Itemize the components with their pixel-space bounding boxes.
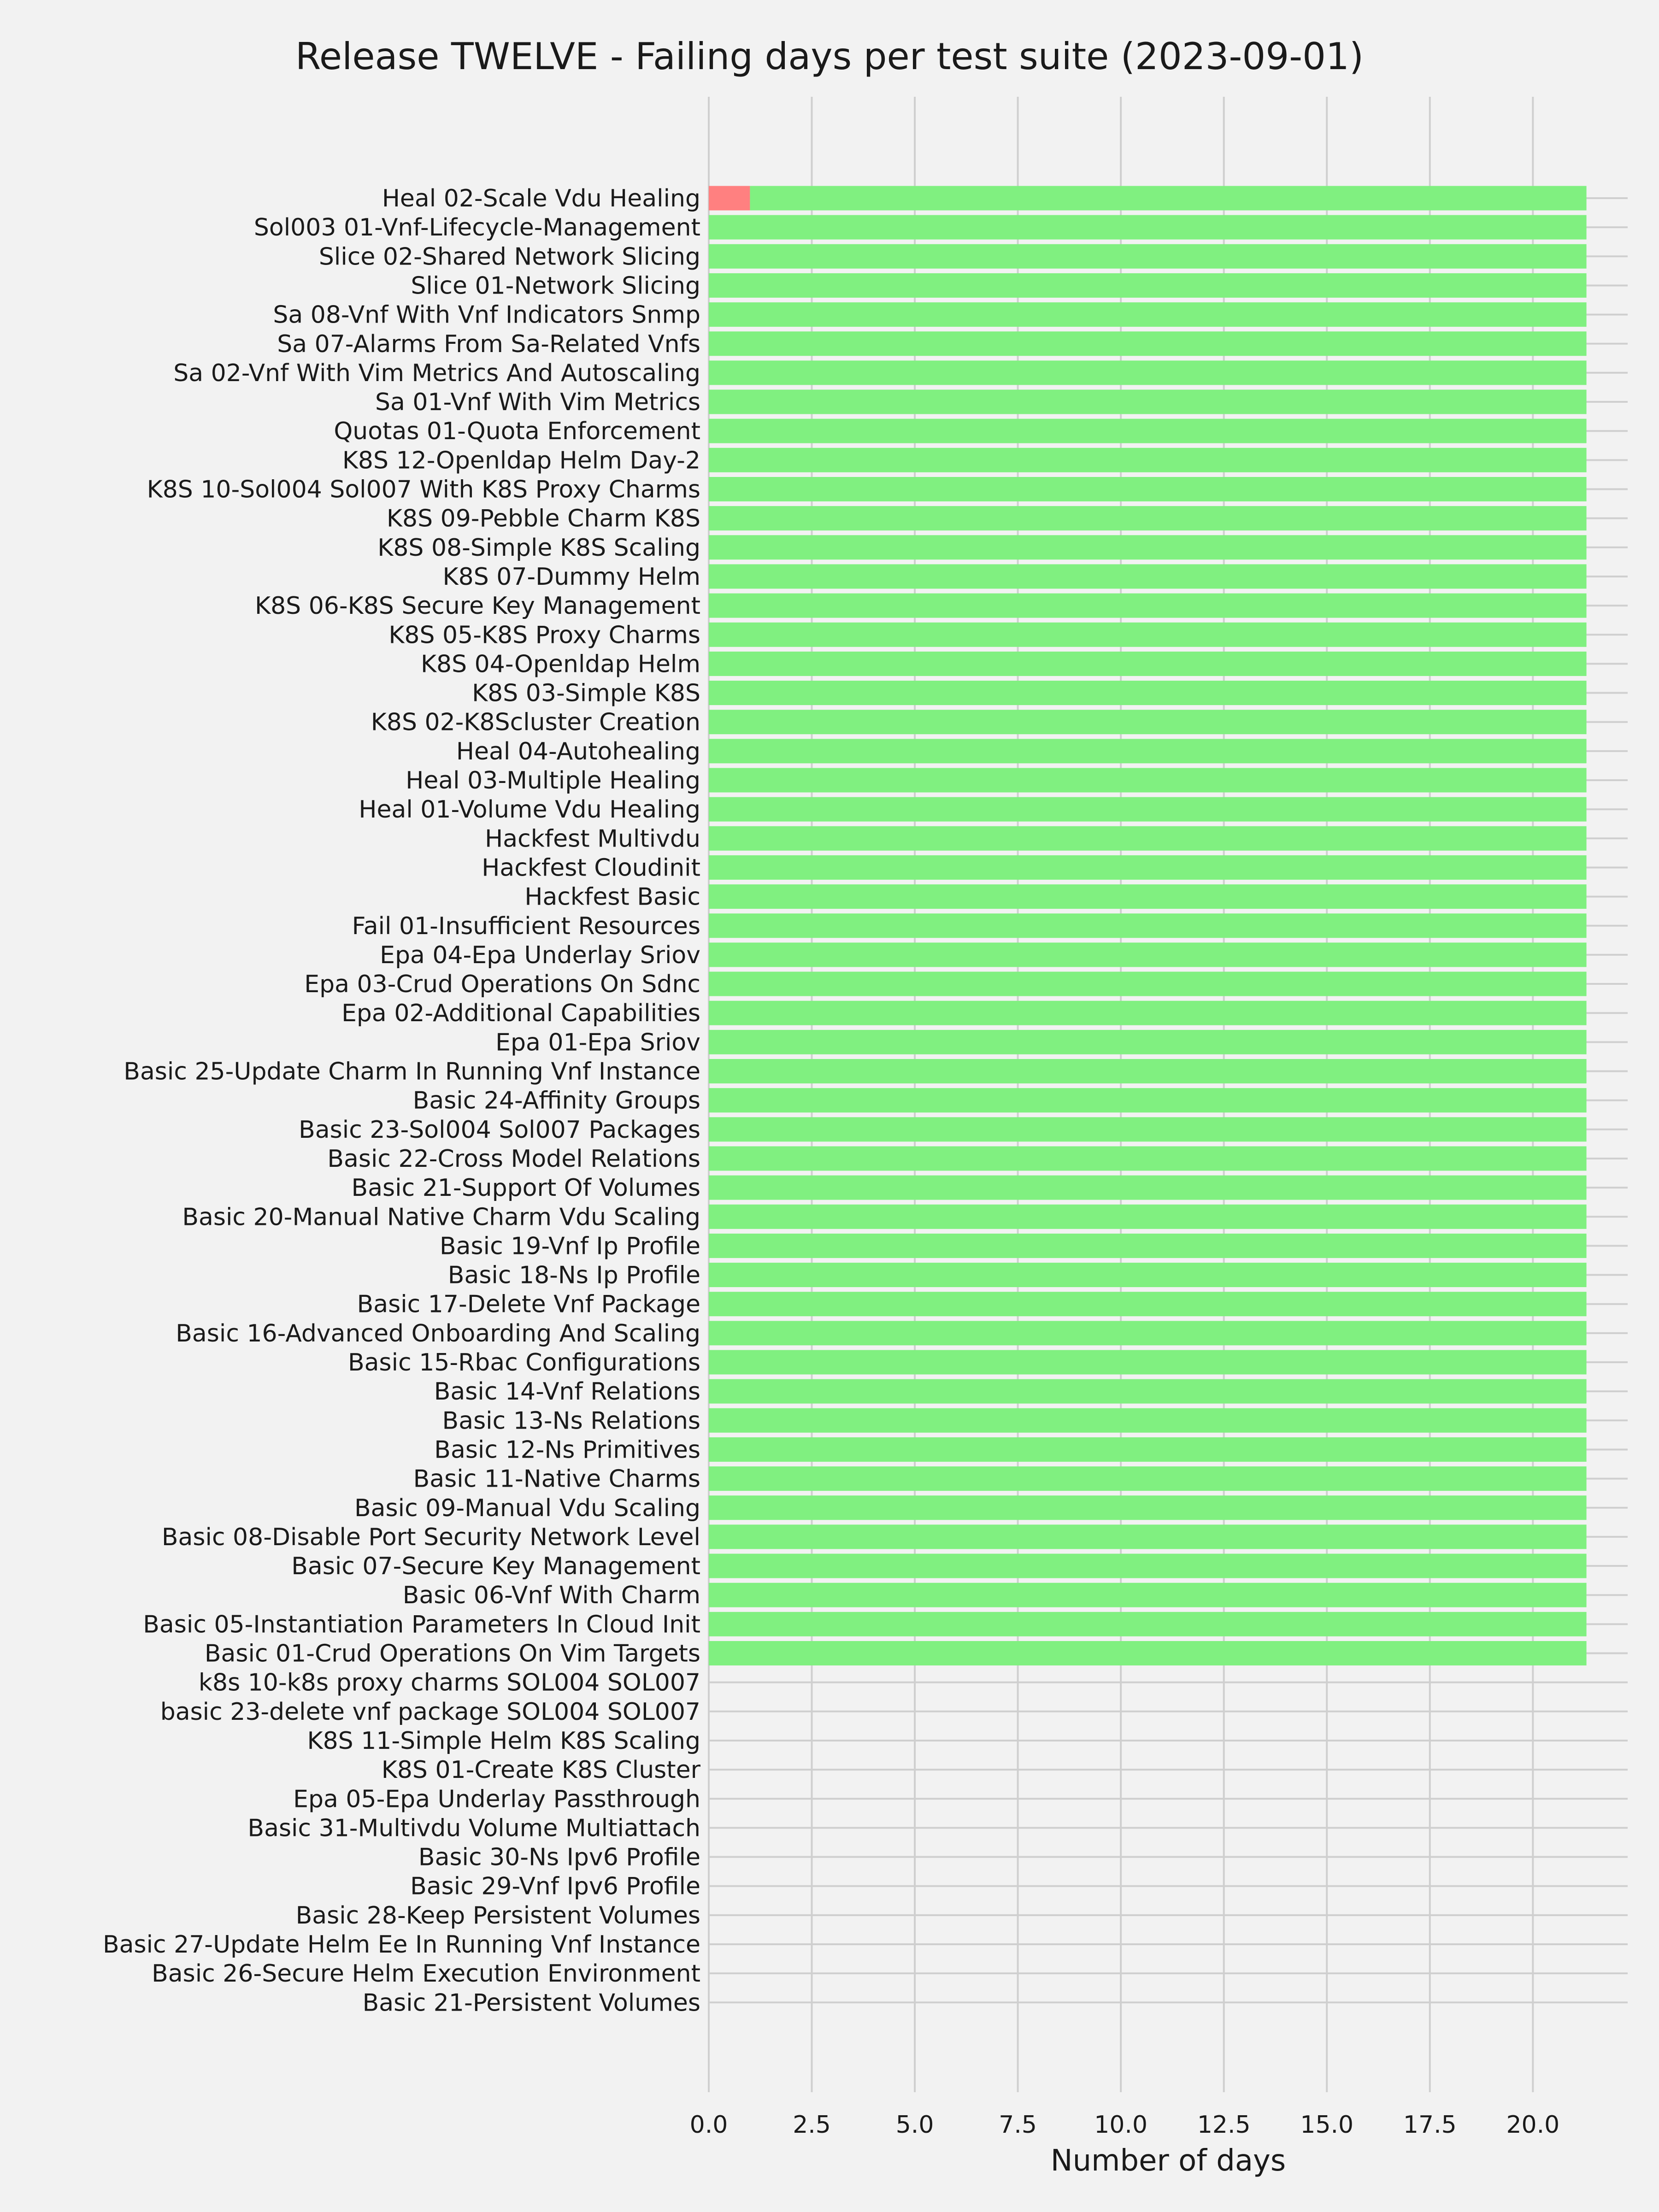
x-tick-label: 2.5 — [793, 2111, 831, 2139]
y-tick-label: K8S 02-K8Scluster Creation — [371, 708, 700, 736]
bar-passing-segment — [709, 1146, 1587, 1171]
y-tick-label: Heal 04-Autohealing — [456, 737, 700, 765]
bar-passing-segment — [709, 1437, 1587, 1462]
bar-passing-segment — [709, 884, 1587, 909]
x-axis-label: Number of days — [1050, 2144, 1286, 2178]
bar-passing-segment — [709, 1495, 1587, 1520]
y-tick-label: Basic 24-Affinity Groups — [412, 1087, 700, 1115]
bar-passing-segment — [709, 1030, 1587, 1054]
y-tick-label: Basic 23-Sol004 Sol007 Packages — [299, 1116, 700, 1144]
y-tick-label: Hackfest Basic — [524, 883, 700, 911]
y-tick-label: Basic 08-Disable Port Security Network Level — [161, 1523, 700, 1551]
y-tick-label: Basic 18-Ns Ip Profile — [447, 1261, 700, 1289]
x-tick-label: 20.0 — [1506, 2111, 1560, 2139]
x-tick-label: 15.0 — [1300, 2111, 1354, 2139]
x-tick-label: 0.0 — [689, 2111, 728, 2139]
y-tick-label: Epa 03-Crud Operations On Sdnc — [304, 971, 700, 999]
y-tick-label: Slice 02-Shared Network Slicing — [318, 243, 700, 271]
y-tick-label: Basic 26-Secure Helm Execution Environment — [152, 1960, 700, 1988]
y-tick-label: Basic 20-Manual Native Charm Vdu Scaling — [182, 1203, 700, 1231]
y-tick-label: K8S 12-Openldap Helm Day-2 — [342, 447, 700, 475]
y-tick-label: Basic 14-Vnf Relations — [434, 1378, 700, 1406]
y-tick-label: k8s 10-k8s proxy charms SOL004 SOL007 — [198, 1669, 700, 1697]
bar-passing-segment — [709, 681, 1587, 705]
bar-passing-segment — [709, 826, 1587, 851]
bar-passing-segment — [750, 186, 1586, 211]
bar-passing-segment — [709, 594, 1587, 618]
y-tick-label: Basic 05-Instantiation Parameters In Cloud Init — [143, 1611, 700, 1639]
y-tick-label: K8S 04-Openldap Helm — [420, 650, 700, 678]
bar-passing-segment — [709, 477, 1587, 501]
bar-passing-segment — [709, 1001, 1587, 1025]
bar-passing-segment — [709, 1117, 1587, 1141]
bar-passing-segment — [709, 1612, 1587, 1636]
y-tick-label: Basic 29-Vnf Ipv6 Profile — [410, 1872, 700, 1900]
bar-passing-segment — [709, 942, 1587, 967]
bar-passing-segment — [709, 1234, 1587, 1258]
y-tick-label: Epa 01-Epa Sriov — [495, 1029, 700, 1057]
y-tick-label: Basic 30-Ns Ipv6 Profile — [418, 1843, 700, 1871]
y-tick-label: Basic 11-Native Charms — [413, 1465, 700, 1493]
bar-passing-segment — [709, 1554, 1587, 1578]
x-tick-labels — [690, 2111, 1560, 2139]
y-tick-label: Epa 04-Epa Underlay Sriov — [380, 941, 700, 969]
bar-passing-segment — [709, 1059, 1587, 1083]
y-tick-label: K8S 06-K8S Secure Key Management — [254, 592, 700, 620]
y-tick-label: Sa 08-Vnf With Vnf Indicators Snmp — [273, 301, 700, 329]
y-tick-label: K8S 05-K8S Proxy Charms — [388, 621, 700, 649]
y-tick-label: Sa 01-Vnf With Vim Metrics — [375, 388, 700, 417]
x-tick-label: 5.0 — [895, 2111, 934, 2139]
bar-passing-segment — [709, 913, 1587, 938]
y-tick-label: Epa 05-Epa Underlay Passthrough — [293, 1785, 700, 1813]
y-tick-label: Sa 07-Alarms From Sa-Related Vnfs — [277, 330, 700, 358]
y-tick-label: Basic 21-Persistent Volumes — [362, 1989, 700, 2017]
y-tick-label: K8S 07-Dummy Helm — [442, 563, 700, 591]
bar-passing-segment — [709, 535, 1587, 559]
y-tick-label: Basic 15-Rbac Configurations — [348, 1349, 700, 1377]
y-tick-label: basic 23-delete vnf package SOL004 SOL007 — [160, 1698, 700, 1726]
y-tick-label: Basic 28-Keep Persistent Volumes — [295, 1901, 700, 1930]
bar-passing-segment — [709, 1292, 1587, 1316]
bar-passing-segment — [709, 331, 1587, 356]
y-tick-label: Heal 02-Scale Vdu Healing — [382, 185, 700, 212]
y-tick-label: Basic 13-Ns Relations — [442, 1407, 700, 1435]
bar-passing-segment — [709, 972, 1587, 996]
bar-passing-segment — [709, 419, 1587, 443]
y-tick-label: K8S 11-Simple Helm K8S Scaling — [307, 1727, 700, 1755]
bar-passing-segment — [709, 564, 1587, 588]
bar-passing-segment — [709, 1205, 1587, 1229]
x-tick-label: 7.5 — [999, 2111, 1037, 2139]
bar-passing-segment — [709, 797, 1587, 822]
x-tick-label: 10.0 — [1094, 2111, 1148, 2139]
y-tick-label: K8S 09-Pebble Charm K8S — [386, 505, 700, 533]
y-tick-label: Basic 31-Multivdu Volume Multiattach — [247, 1814, 700, 1842]
y-tick-label: Basic 12-Ns Primitives — [434, 1436, 700, 1464]
bars — [709, 186, 1587, 1666]
y-tick-label: Basic 09-Manual Vdu Scaling — [354, 1494, 700, 1522]
bar-passing-segment — [709, 215, 1587, 240]
y-tick-label: Basic 22-Cross Model Relations — [327, 1145, 700, 1173]
y-tick-label: K8S 10-Sol004 Sol007 With K8S Proxy Charms — [147, 476, 700, 504]
y-tick-label: Basic 01-Crud Operations On Vim Targets — [204, 1640, 700, 1668]
bar-passing-segment — [709, 768, 1587, 793]
bar-passing-segment — [709, 1408, 1587, 1433]
bar-passing-segment — [709, 1583, 1587, 1607]
bar-passing-segment — [709, 1641, 1587, 1665]
chart-title: Release TWELVE - Failing days per test suite (2023-09-01) — [295, 35, 1364, 78]
bar-passing-segment — [709, 1466, 1587, 1491]
y-tick-label: Hackfest Multivdu — [485, 825, 700, 853]
y-tick-label: Basic 17-Delete Vnf Package — [357, 1290, 700, 1318]
y-tick-label: Basic 25-Update Charm In Running Vnf Instance — [124, 1058, 700, 1086]
bar-passing-segment — [709, 448, 1587, 472]
bar-passing-segment — [709, 1350, 1587, 1375]
bar-passing-segment — [709, 302, 1587, 327]
y-tick-label: Basic 27-Update Helm Ee In Running Vnf Instance — [102, 1931, 700, 1959]
bar-passing-segment — [709, 1524, 1587, 1549]
y-tick-label: Sol003 01-Vnf-Lifecycle-Management — [253, 214, 700, 242]
y-tick-label: K8S 08-Simple K8S Scaling — [377, 534, 700, 562]
y-tick-label: Basic 19-Vnf Ip Profile — [439, 1232, 700, 1260]
y-tick-label: Heal 01-Volume Vdu Healing — [359, 796, 700, 824]
y-tick-label: Epa 02-Additional Capabilities — [341, 1000, 700, 1028]
y-tick-label: K8S 01-Create K8S Cluster — [381, 1756, 700, 1784]
bar-passing-segment — [709, 244, 1587, 269]
y-tick-label: Basic 07-Secure Key Management — [291, 1553, 700, 1581]
y-tick-label: Heal 03-Multiple Healing — [406, 767, 700, 794]
bar-passing-segment — [709, 623, 1587, 647]
y-tick-label: Basic 16-Advanced Onboarding And Scaling — [176, 1319, 700, 1347]
y-tick-label: Quotas 01-Quota Enforcement — [334, 418, 700, 446]
y-tick-label: Sa 02-Vnf With Vim Metrics And Autoscaling — [173, 359, 700, 387]
bar-failing-segment — [709, 186, 750, 211]
bar-passing-segment — [709, 390, 1587, 414]
y-tick-label: Fail 01-Insufficient Resources — [352, 912, 700, 940]
x-tick-label: 12.5 — [1197, 2111, 1251, 2139]
y-tick-label: K8S 03-Simple K8S — [472, 679, 700, 707]
bar-passing-segment — [709, 739, 1587, 763]
y-tick-label: Slice 01-Network Slicing — [411, 272, 700, 300]
bar-passing-segment — [709, 506, 1587, 530]
bar-passing-segment — [709, 1379, 1587, 1404]
y-tick-label: Basic 21-Support Of Volumes — [351, 1174, 700, 1202]
bar-passing-segment — [709, 1263, 1587, 1287]
y-tick-label: Basic 06-Vnf With Charm — [402, 1582, 700, 1610]
bar-passing-segment — [709, 273, 1587, 298]
x-tick-label: 17.5 — [1403, 2111, 1457, 2139]
y-tick-label: Hackfest Cloudinit — [482, 854, 700, 882]
bar-passing-segment — [709, 710, 1587, 734]
bar-passing-segment — [709, 1088, 1587, 1112]
bar-passing-segment — [709, 855, 1587, 880]
bar-passing-segment — [709, 652, 1587, 676]
bar-passing-segment — [709, 360, 1587, 385]
bar-passing-segment — [709, 1321, 1587, 1345]
bar-passing-segment — [709, 1176, 1587, 1200]
